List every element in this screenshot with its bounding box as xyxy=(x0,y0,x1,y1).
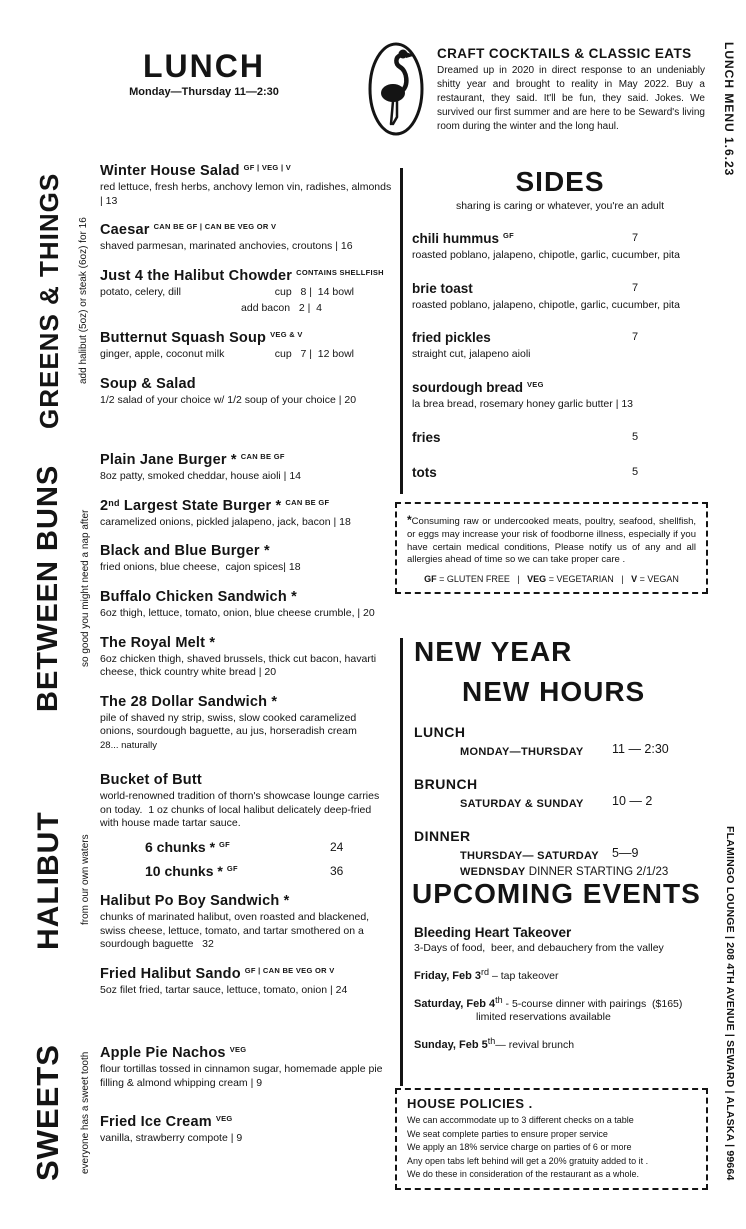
item-price: 7 xyxy=(632,232,639,244)
item-title: Fried Halibut Sando xyxy=(100,965,241,982)
sweets-items xyxy=(100,1045,392,1170)
item-title: Halibut Po Boy Sandwich * xyxy=(100,892,290,909)
edge-label-address: FLAMINGO LOUNGE | 208 4TH AVENUE | SEWARD | ALASKA | 99664 xyxy=(724,826,736,1181)
option-10-chunks xyxy=(145,863,392,879)
item-title: Caesar xyxy=(100,222,150,239)
new-year-heading: NEW YEAR xyxy=(414,636,573,667)
side-item-brie-toast xyxy=(412,280,708,313)
item-title: Soup & Salad xyxy=(100,375,196,392)
menu-item-fried-ice-cream xyxy=(100,1114,392,1146)
item-description: fried onions, blue cheese, cajon spices| 18 xyxy=(100,561,301,574)
meal-time: 10 — 2 xyxy=(612,794,653,808)
option-title: 6 chunks * xyxy=(145,838,216,855)
item-title: tots xyxy=(412,464,437,480)
item-description: 1/2 salad of your choice w/ 1/2 soup of your choice | 20 xyxy=(100,393,357,406)
dinner-start-note: WEDNSDAY DINNER STARTING 2/1/23 xyxy=(460,866,669,878)
policies-title: HOUSE POLICIES . xyxy=(407,1096,533,1111)
event-saturday-note: limited reservations available xyxy=(476,1011,611,1023)
diet-tags: VEG xyxy=(215,1114,233,1124)
hours-row-dinner xyxy=(414,828,708,878)
item-title: Butternut Squash Soup xyxy=(100,329,267,346)
item-description: vanilla, strawberry compote | 9 xyxy=(100,1132,243,1145)
item-title: chili hummus $^{GF}$ xyxy=(412,231,515,246)
side-item-fried-pickles xyxy=(412,329,708,362)
event-friday: Friday, Feb 3rd – tap takeover xyxy=(414,967,559,982)
item-description: caramelized onions, pickled jalapeno, jack, bacon | 18 xyxy=(100,515,351,528)
page-title: LUNCH xyxy=(143,48,265,84)
event-feature xyxy=(414,925,708,954)
event-saturday: Saturday, Feb 4th - 5-course dinner with pairings ($165) xyxy=(414,995,683,1010)
greens-items xyxy=(100,163,395,422)
meal-label: DINNER xyxy=(414,828,471,844)
menu-item-black-and-blue-burger xyxy=(100,543,392,575)
event-title: Bleeding Heart Takeover xyxy=(414,925,572,940)
buns-items xyxy=(100,452,392,765)
ordinal-suffix: nd xyxy=(108,497,120,508)
flamingo-logo xyxy=(366,40,426,143)
section-label-greens-and-things: GREENS & THINGS xyxy=(34,172,64,430)
item-title: Buffalo Chicken Sandwich * xyxy=(100,588,297,605)
item-title: Black and Blue Burger * xyxy=(100,543,270,560)
diet-legend: GF = GLUTEN FREE | VEG = VEGETARIAN | V = VEGAN xyxy=(424,574,679,585)
event-description: 3-Days of food, beer, and debauchery from the valley xyxy=(414,942,664,954)
item-title: Fried Ice Cream xyxy=(100,1114,212,1131)
edge-label-menu-version: LUNCH MENU 1.6.23 xyxy=(722,42,736,177)
item-description: ginger, apple, coconut milk xyxy=(100,347,225,360)
diet-tags: GF xyxy=(219,839,231,849)
option-price: 24 xyxy=(330,839,344,854)
item-price-note: 28... naturally xyxy=(100,740,158,752)
brand-title: CRAFT COCKTAILS & CLASSIC EATS xyxy=(437,46,692,61)
allergy-disclaimer-box xyxy=(395,502,708,594)
item-title: Winter House Salad xyxy=(100,163,240,179)
menu-item-28-dollar-sandwich xyxy=(100,694,392,751)
section-sublabel-buns: so good you might need a nap after xyxy=(80,509,91,667)
diet-tags: VEG xyxy=(229,1045,247,1054)
item-description: potato, celery, dill xyxy=(100,285,181,298)
item-price: 5 xyxy=(632,465,639,478)
side-item-sourdough-bread xyxy=(412,379,708,412)
meal-label: LUNCH xyxy=(414,724,466,740)
policy-line: We seat complete parties to ensure proper service xyxy=(407,1128,608,1139)
ordinal-suffix: rd xyxy=(481,967,490,977)
policy-line: We do these in consideration of the restaurant as a whole. xyxy=(407,1169,639,1179)
item-title: The Royal Melt * xyxy=(100,634,216,651)
event-sunday: Sunday, Feb 5th— revival brunch xyxy=(414,1036,575,1051)
sides-title: SIDES xyxy=(515,166,605,197)
diet-tags: CAN BE GF xyxy=(285,497,330,507)
diet-tags: GF xyxy=(503,231,515,240)
diet-tags: CONTAINS SHELLFISH xyxy=(296,267,384,277)
item-title: Bucket of Butt xyxy=(100,772,202,788)
policy-line: Any open tabs left behind will get a 20% gratuity added to it . xyxy=(407,1155,649,1166)
item-price: cup 7 | 12 bowl xyxy=(274,347,354,360)
menu-item-soup-and-salad xyxy=(100,376,392,408)
section-label-between-buns: BETWEEN BUNS xyxy=(32,464,64,712)
menu-item-second-largest-state-burger xyxy=(100,498,392,530)
meal-days: THURSDAY— SATURDAY xyxy=(460,850,599,862)
menu-item-butternut-squash-soup xyxy=(100,330,392,362)
diet-tags: CAN BE GF xyxy=(240,452,285,461)
diet-tags: GF xyxy=(226,863,238,873)
policy-line: We apply an 18% service charge on parties of 6 or more xyxy=(407,1142,632,1152)
item-description: la brea bread, rosemary honey garlic butter | 13 xyxy=(412,397,634,410)
item-description: straight cut, jalapeno aioli xyxy=(412,348,531,361)
side-item-tots xyxy=(412,464,708,482)
item-title: Apple Pie Nachos xyxy=(100,1045,226,1061)
item-description: flour tortillas tossed in cinnamon sugar, homemade apple pie filling & almond whipping cream | 9 xyxy=(100,1063,386,1089)
item-description: shaved parmesan, marinated anchovies, croutons | 16 xyxy=(100,240,353,253)
section-label-halibut: HALIBUT xyxy=(32,811,65,951)
item-description: pile of shaved ny strip, swiss, slow cooked caramelized onions, sourdough baguette, au jus, horseradish cream xyxy=(100,711,360,738)
diet-tags: GF | VEG | V xyxy=(243,163,292,172)
item-description: chunks of marinated halibut, oven roasted and blackened, swiss cheese, lettuce, tomato, and tartar smothered on a sourdough baguette 32 xyxy=(100,910,373,951)
house-policies-box xyxy=(395,1088,708,1190)
option-price: 36 xyxy=(330,863,344,878)
hours-section xyxy=(414,724,708,894)
upcoming-events-heading: UPCOMING EVENTS xyxy=(412,878,701,909)
ordinal-suffix: th xyxy=(487,1036,496,1046)
section-sublabel-halibut: from our own waters xyxy=(80,834,91,926)
policy-line: We can accommodate up to 3 different checks on a table xyxy=(407,1115,634,1125)
side-item-chili-hummus xyxy=(412,230,708,263)
item-title: fries xyxy=(412,429,441,445)
item-title: Just 4 the Halibut Chowder xyxy=(100,267,293,284)
menu-item-apple-pie-nachos xyxy=(100,1045,392,1090)
item-title: Plain Jane Burger * xyxy=(100,452,237,468)
menu-item-royal-melt xyxy=(100,635,392,680)
column-divider-bottom xyxy=(400,638,403,1086)
option-6-chunks xyxy=(145,839,392,855)
item-description: 6oz chicken thigh, shaved brussels, thick cut bacon, havarti cheese, thick country white bread | 20 xyxy=(100,652,379,679)
brand-blurb xyxy=(437,46,705,134)
item-title: sourdough bread $^{VEG}$ xyxy=(412,379,544,395)
item-title: The 28 Dollar Sandwich * xyxy=(100,693,278,710)
side-item-fries xyxy=(412,429,708,447)
diet-tags: GF | CAN BE VEG OR V xyxy=(244,965,335,975)
menu-item-caesar xyxy=(100,222,392,254)
page-subtitle: Monday—Thursday 11—2:30 xyxy=(129,86,279,98)
item-title: 2 xyxy=(100,497,109,514)
item-description: roasted poblano, jalapeno, chipotle, garlic, cucumber, pita xyxy=(412,298,680,311)
item-description: 8oz patty, smoked cheddar, house aioli | 14 xyxy=(100,470,301,482)
meal-days: MONDAY—THURSDAY xyxy=(460,746,584,758)
meal-time: 5—9 xyxy=(612,846,639,860)
events-section xyxy=(414,925,708,1051)
disclaimer-text: Consuming raw or undercooked meats, poultry, seafood, shellfish, or eggs may increase your risk of foodborne illness, especially if you have certain medical conditions, Please notify us of any and all allergies ahead of time so we can take proper care . xyxy=(407,516,696,566)
item-price: 5 xyxy=(632,430,639,443)
item-title: fried pickles xyxy=(412,330,491,346)
menu-item-halibut-po-boy xyxy=(100,893,392,952)
item-description: 5oz filet fried, tartar sauce, lettuce, tomato, onion | 24 xyxy=(100,983,348,996)
menu-item-plain-jane-burger xyxy=(100,452,392,484)
menu-item-bucket-of-butt xyxy=(100,772,392,879)
brand-description: Dreamed up in 2020 in direct response to an undeniably shitty year and brought to reality in May 2022. Buy a restaurant, they said. It'll be fun, they said. Jokes. We survived our first summer and are here to be Seward's living room during the winter and the long haul. xyxy=(437,65,705,132)
meal-days: SATURDAY & SUNDAY xyxy=(460,798,584,810)
asterisk: * xyxy=(407,513,412,527)
menu-item-halibut-chowder xyxy=(100,268,392,316)
item-title: Largest State Burger * xyxy=(119,497,282,514)
item-price: 7 xyxy=(632,331,639,344)
item-title: brie toast xyxy=(412,280,473,296)
section-sublabel-greens: add halibut (5oz) or steak (6oz) for 16 xyxy=(78,217,89,385)
item-price-addon: add bacon 2 | 4 xyxy=(241,301,322,314)
diet-tags: VEG xyxy=(527,379,544,389)
item-description: red lettuce, fresh herbs, anchovy lemon vin, radishes, almonds | 13 xyxy=(100,181,395,207)
item-description: world-renowned tradition of thorn's showcase lounge carries on today. 1 oz chunks of local halibut delicately deep-fried with house made tartar sauce. xyxy=(100,790,383,830)
menu-item-buffalo-chicken-sandwich xyxy=(100,589,392,621)
hours-row-brunch xyxy=(414,776,708,812)
section-sublabel-sweets: everyone has a sweet tooth xyxy=(80,1051,91,1174)
item-description: roasted poblano, jalapeno, chipotle, garlic, cucumber, pita xyxy=(412,249,680,261)
sides-section xyxy=(412,166,708,499)
menu-item-fried-halibut-sando xyxy=(100,966,392,998)
meal-label: BRUNCH xyxy=(414,776,478,792)
section-label-sweets: SWEETS xyxy=(30,1044,65,1182)
ordinal-suffix: th xyxy=(495,995,503,1005)
flamingo-icon xyxy=(366,40,426,138)
diet-tags: CAN BE GF | CAN BE VEG OR V xyxy=(153,222,277,232)
column-divider-top xyxy=(400,168,403,494)
meal-time: 11 — 2:30 xyxy=(612,742,669,756)
hours-row-lunch xyxy=(414,724,708,760)
item-price: cup 8 | 14 bowl xyxy=(274,285,354,298)
new-hours-heading: NEW HOURS xyxy=(462,676,646,707)
menu-item-winter-house-salad xyxy=(100,163,395,208)
sides-subtitle: sharing is caring or whatever, you're an adult xyxy=(455,200,665,212)
diet-tags: VEG & V xyxy=(270,329,303,339)
halibut-items xyxy=(100,772,392,1011)
item-description: 6oz thigh, lettuce, tomato, onion, blue cheese crumble, | 20 xyxy=(100,606,375,619)
item-price: 7 xyxy=(632,281,639,294)
option-title: 10 chunks * xyxy=(145,862,223,879)
